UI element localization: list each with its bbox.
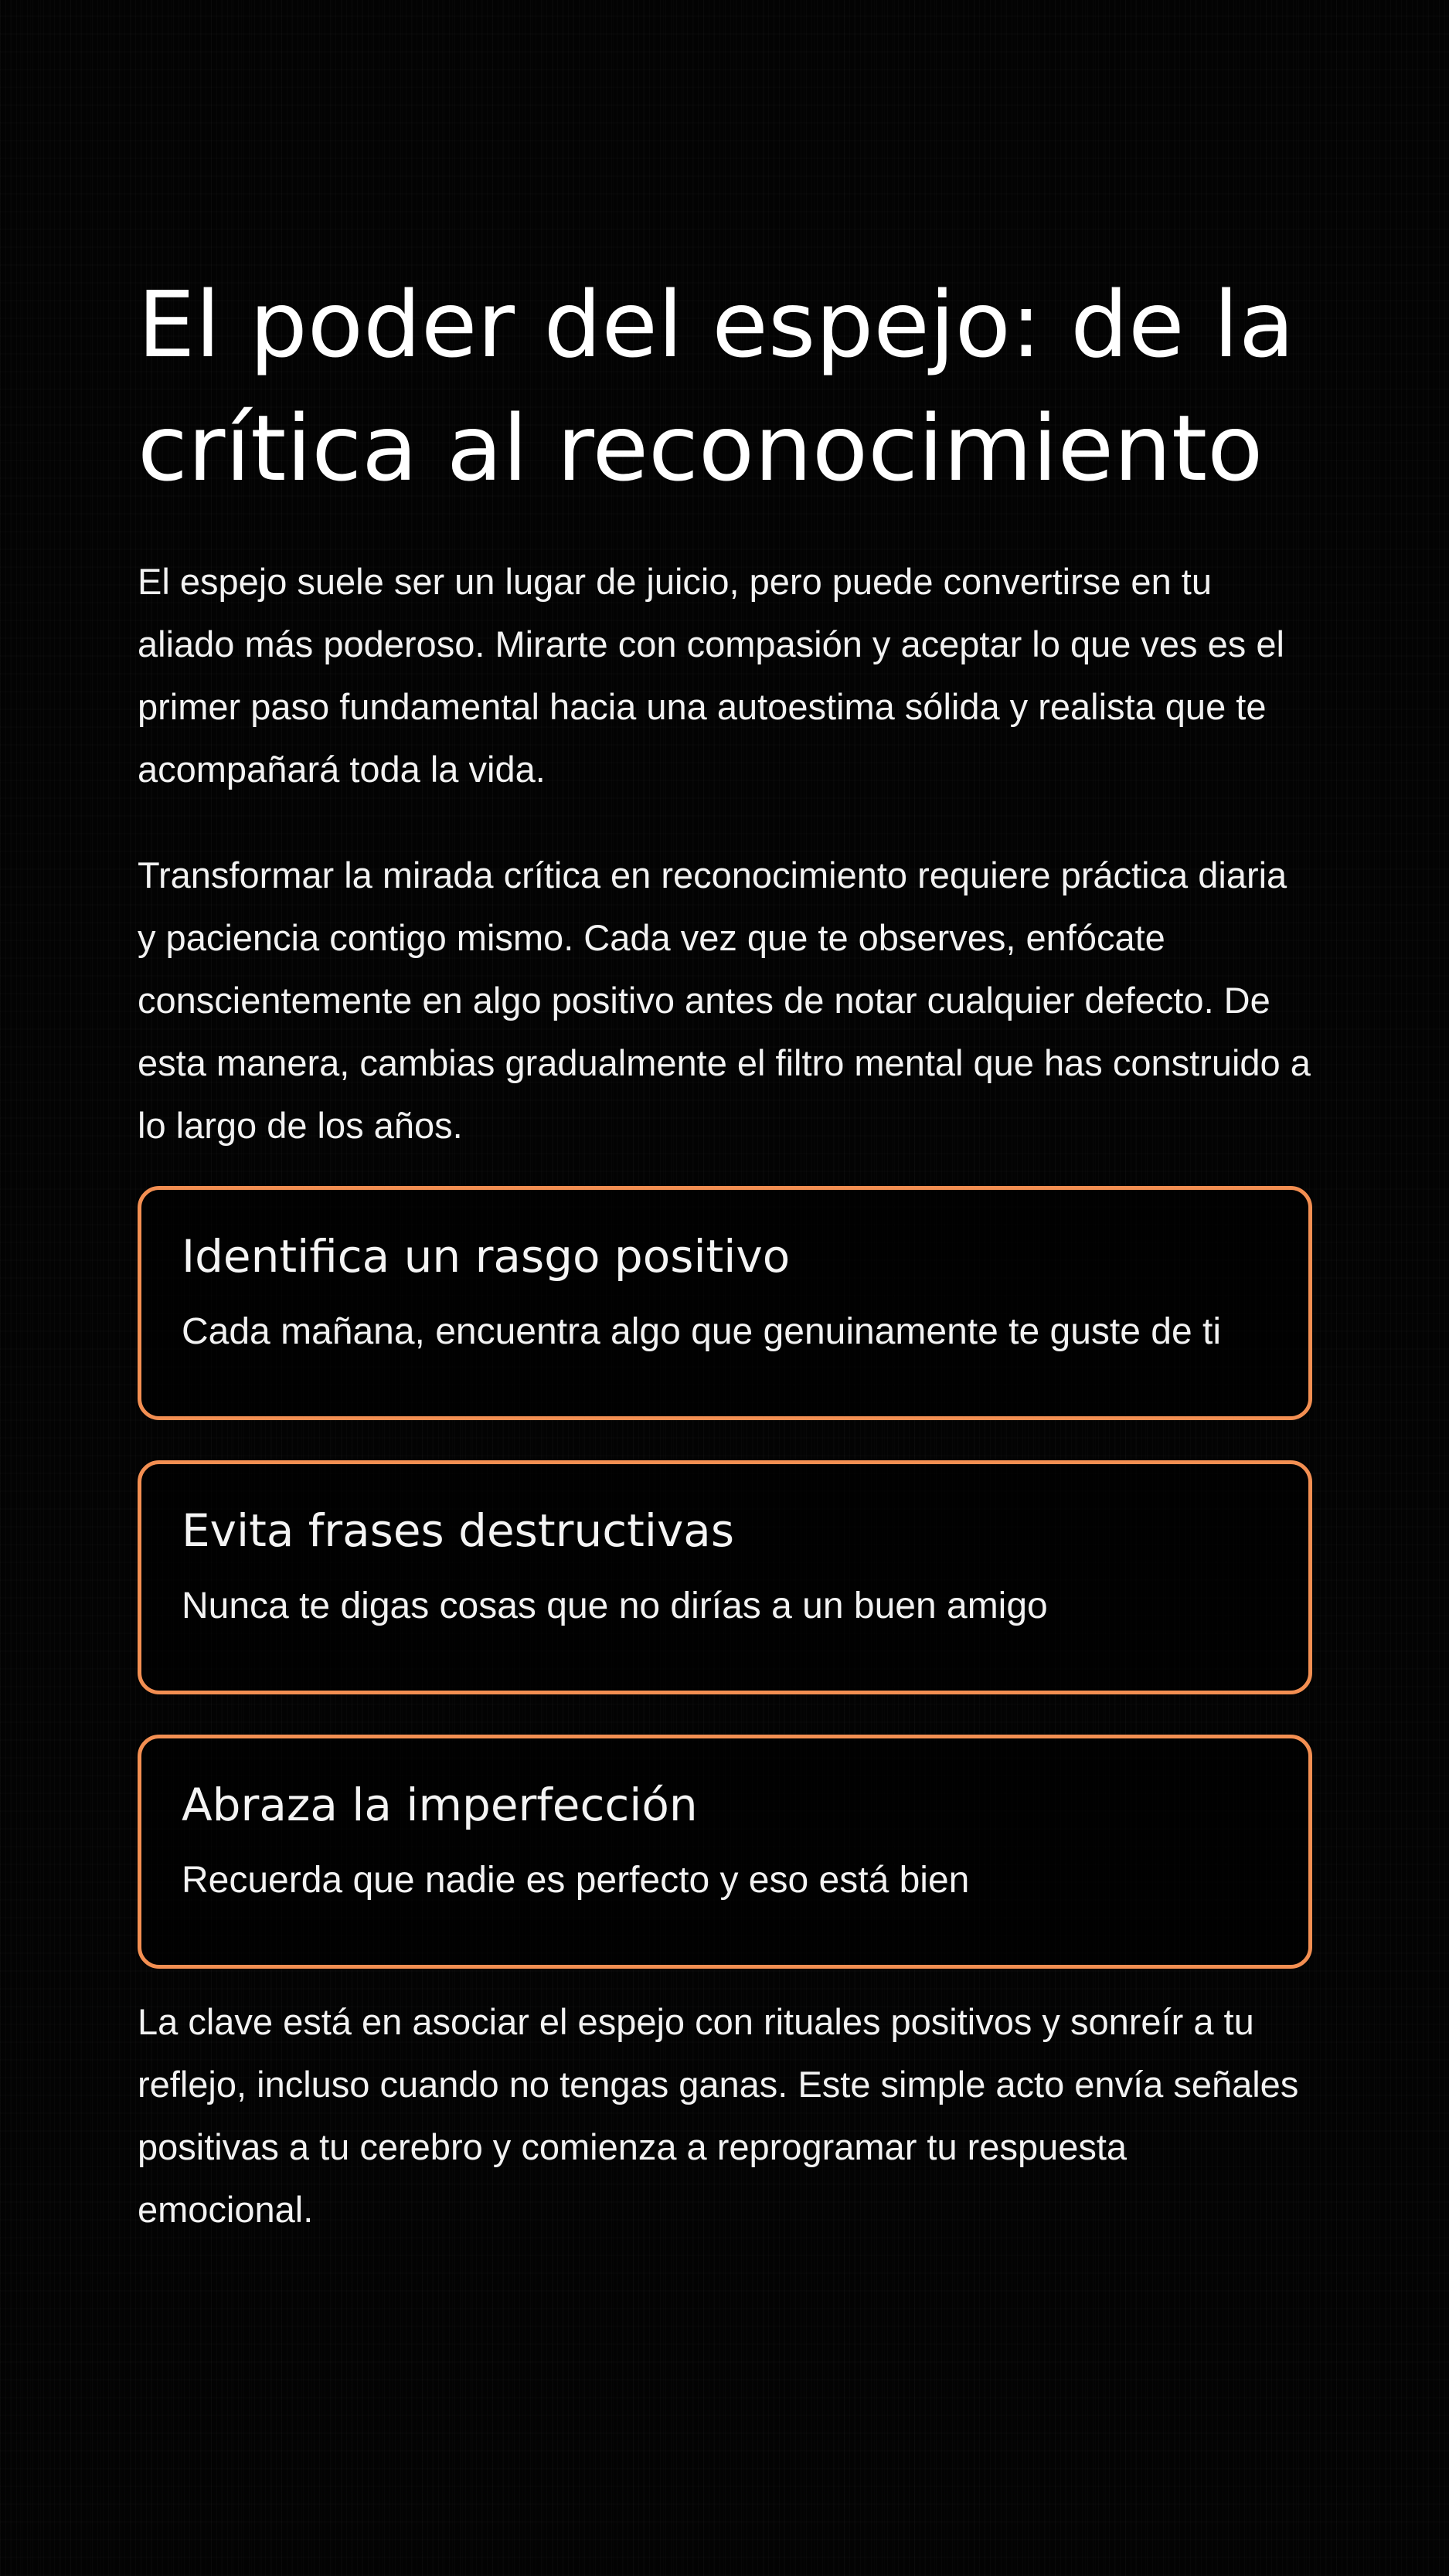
tip-card (138, 1460, 1312, 1694)
tip-title: Evita frases destructivas (182, 1504, 735, 1557)
article-title: El poder del espejo: de la crítica al reconocimiento (138, 271, 1295, 501)
intro-paragraph: El espejo suele ser un lugar de juicio, pero puede convertirse en tu aliado más poderoso. Mirarte con compasión y aceptar lo que ves es el primer paso fundamental hacia una autoestima sólida y realista que te acompañará toda la vida. (138, 561, 1284, 790)
article-content (138, 263, 1312, 2241)
tip-text: Recuerda que nadie es perfecto y eso está bien (182, 1860, 970, 1901)
tip-title: Abraza la imperfección (182, 1779, 698, 1831)
tips-list (138, 1186, 1312, 1969)
tip-text: Cada mañana, encuentra algo que genuinamente te guste de ti (182, 1311, 1221, 1352)
closing-paragraph: La clave está en asociar el espejo con rituales positivos y sonreír a tu reflejo, incluso cuando no tengas ganas. Este simple acto envía señales positivas a tu cerebro y comienza a reprogramar tu respuesta emocional. (138, 2001, 1299, 2230)
tip-card (138, 1186, 1312, 1420)
tip-text: Nunca te digas cosas que no dirías a un buen amigo (182, 1585, 1048, 1626)
tip-title: Identifica un rasgo positivo (182, 1230, 791, 1283)
practice-paragraph: Transformar la mirada crítica en reconocimiento requiere práctica diaria y paciencia contigo mismo. Cada vez que te observes, enfócate conscientemente en algo positivo antes de notar cualquier defecto. De esta manera, cambias gradualmente el filtro mental que has construido a lo largo de los años. (138, 855, 1311, 1146)
tip-card (138, 1735, 1312, 1969)
